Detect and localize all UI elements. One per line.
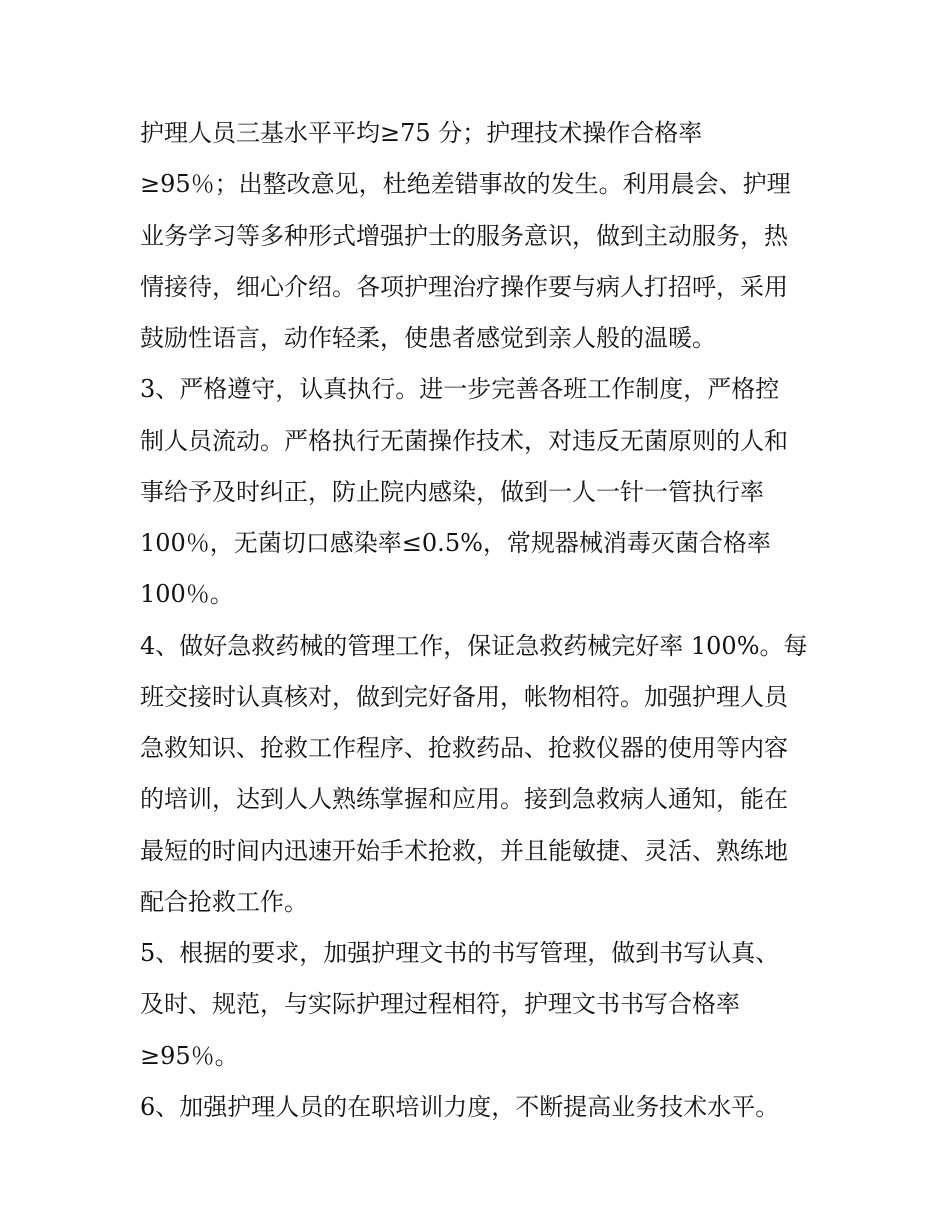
text-line: 100％，无菌切口感染率≤0.5%，常规器械消毒灭菌合格率	[140, 529, 771, 557]
text-line: 100％。	[140, 580, 234, 609]
text-line: 急救知识、抢救工作程序、抢救药品、抢救仪器的使用等内容	[140, 734, 788, 762]
text-line: ≥95％。	[140, 1041, 239, 1070]
text-line: 最短的时间内迅速开始手术抢救，并且能敏捷、灵活、熟练地	[140, 836, 788, 865]
text-line: 配合抢救工作。	[140, 887, 308, 916]
text-line: 班交接时认真核对，做到完好备用，帐物相符。加强护理人员	[140, 682, 788, 711]
text-line: 护理人员三基水平平均≥75 分；护理技术操作合格率	[140, 119, 703, 147]
body-text	[140, 108, 830, 1133]
text-line: 的培训，达到人人熟练掌握和应用。接到急救病人通知，能在	[140, 785, 788, 814]
text-line: 情接待，细心介绍。各项护理治疗操作要与病人打招呼，采用	[140, 272, 788, 301]
text-line: 及时、规范，与实际护理过程相符，护理文书书写合格率	[140, 990, 740, 1019]
text-line: 6、加强护理人员的在职培训力度，不断提高业务技术水平。	[140, 1092, 780, 1121]
text-line: 5、根据的要求，加强护理文书的书写管理，做到书写认真、	[140, 939, 780, 967]
text-line: 4、做好急救药械的管理工作，保证急救药械完好率 100%。每	[140, 631, 808, 660]
text-line: ≥95％；出整改意见，杜绝差错事故的发生。利用晨会、护理	[140, 170, 791, 199]
text-line: 鼓励性语言，动作轻柔，使患者感觉到亲人般的温暖。	[140, 324, 716, 352]
text-line: 业务学习等多种形式增强护士的服务意识，做到主动服务，热	[140, 221, 788, 250]
text-line: 制人员流动。严格执行无菌操作技术，对违反无菌原则的人和	[140, 426, 788, 455]
text-line: 3、严格遵守，认真执行。进一步完善各班工作制度，严格控	[140, 375, 780, 404]
text-line: 事给予及时纠正，防止院内感染，做到一人一针一管执行率	[140, 477, 764, 506]
